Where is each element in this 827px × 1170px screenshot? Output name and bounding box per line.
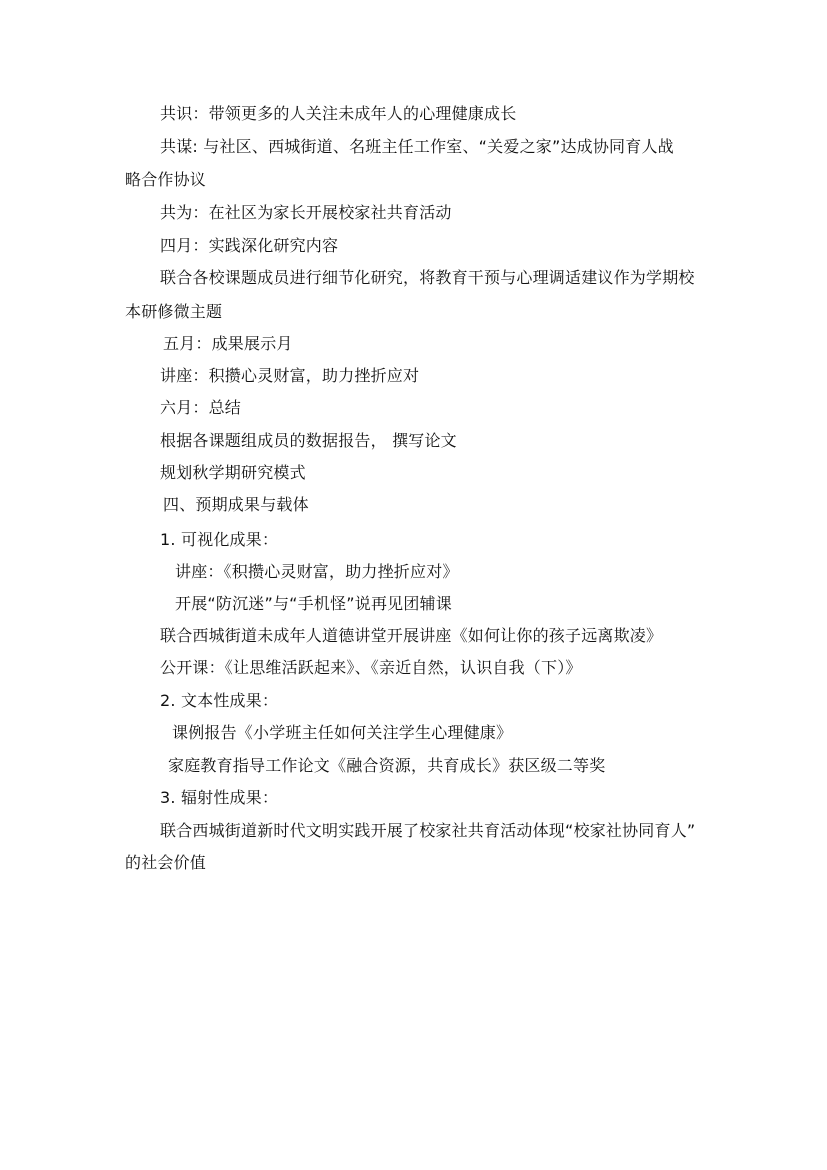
text-line: 公开课：《让思维活跃起来》、《亲近自然，认识自我（下）》 <box>160 658 582 677</box>
text-line: 六月：总结 <box>160 398 242 417</box>
text-line: 的社会价值 <box>125 853 207 872</box>
text-line: 四月：实践深化研究内容 <box>160 236 339 255</box>
text-line: 略合作协议 <box>125 170 207 189</box>
text-line: 家庭教育指导工作论文《融合资源，共育成长》获区级二等奖 <box>168 756 606 775</box>
text-line: 联合各校课题成员进行细节化研究，将教育干预与心理调适建议作为学期校 <box>160 268 695 287</box>
text-line: 联合西城街道未成年人道德讲堂开展讲座《如何让你的孩子远离欺凌》 <box>160 626 663 645</box>
text-line: 五月：成果展示月 <box>163 334 293 353</box>
text-line: 课例报告《小学班主任如何关注学生心理健康》 <box>172 723 513 742</box>
subheading: 3. 辐射性成果： <box>160 788 279 807</box>
text-line: 共识：带领更多的人关注未成年人的心理健康成长 <box>160 104 517 123</box>
text-line: 规划秋学期研究模式 <box>160 463 306 482</box>
text-line: 根据各课题组成员的数据报告， 撰写论文 <box>160 431 457 450</box>
text-line: 本研修微主题 <box>125 302 223 321</box>
text-line: 联合西城街道新时代文明实践开展了校家社共育活动体现“校家社协同育人” <box>160 821 696 840</box>
subheading: 1. 可视化成果： <box>160 530 279 549</box>
text-line: 开展“防沉迷”与“手机怪”说再见团辅课 <box>175 594 452 613</box>
section-heading: 四、预期成果与载体 <box>163 495 309 514</box>
text-line: 讲座：积攒心灵财富，助力挫折应对 <box>160 366 420 385</box>
text-line: 共为：在社区为家长开展校家社共育活动 <box>160 203 452 222</box>
subheading: 2. 文本性成果： <box>160 691 279 710</box>
text-line: 共谋: 与社区、西城街道、名班主任工作室、“关爱之家”达成协同育人战 <box>160 137 674 156</box>
text-line: 讲座：《积攒心灵财富，助力挫折应对》 <box>175 562 459 581</box>
